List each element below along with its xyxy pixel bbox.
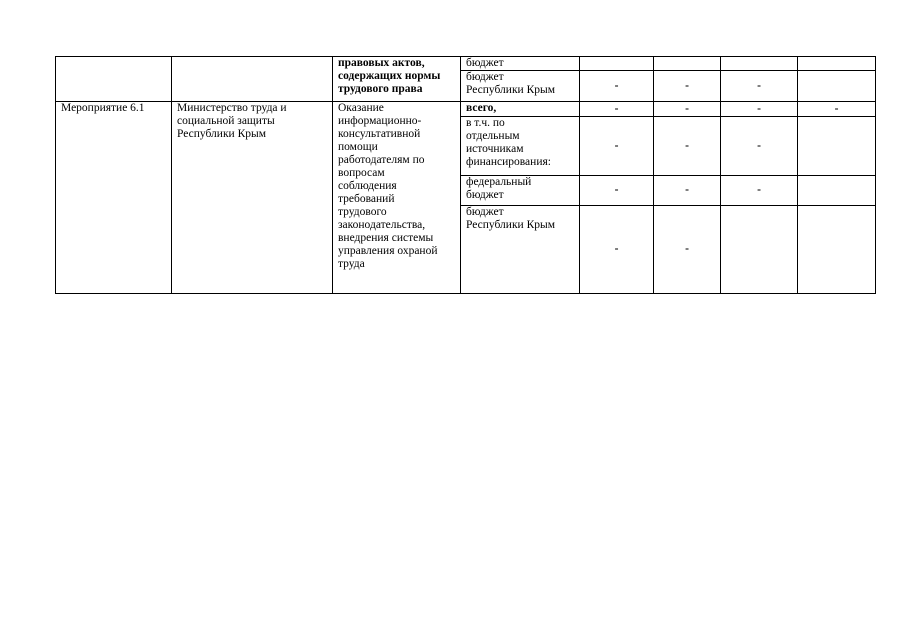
value-cell [654, 57, 721, 71]
empty-executor-cell [172, 57, 333, 102]
value-cell: - [580, 117, 654, 176]
funding-source-cell: бюджет Республики Крым [461, 206, 580, 294]
value-cell: - [721, 71, 798, 102]
funding-source-cell: бюджет Республики Крым [461, 71, 580, 102]
value-cell [798, 57, 876, 71]
value-cell [580, 57, 654, 71]
value-cell: - [721, 102, 798, 117]
value-cell [798, 71, 876, 102]
funding-source-cell: бюджет [461, 57, 580, 71]
value-cell: - [580, 71, 654, 102]
value-cell [721, 57, 798, 71]
value-cell: - [654, 176, 721, 206]
funding-source-total: всего, [461, 102, 580, 117]
value-cell: - [654, 117, 721, 176]
value-cell: - [798, 102, 876, 117]
value-cell: - [721, 117, 798, 176]
measure-executor: Министерство труда и социальной защиты Республики Крым [172, 102, 333, 294]
value-cell [798, 117, 876, 176]
value-cell: - [580, 102, 654, 117]
funding-table [55, 56, 876, 294]
empty-measure-cell [56, 57, 172, 102]
value-cell: - [654, 102, 721, 117]
value-cell: - [580, 176, 654, 206]
funding-source-cell: федеральный бюджет [461, 176, 580, 206]
value-cell [798, 176, 876, 206]
measure-description: Оказание информационно- консультативной помощи работодателям по вопросам соблюдения требований трудового законодательства, внедрения системы управления охраной труда [333, 102, 461, 294]
value-cell [721, 206, 798, 294]
value-cell: - [654, 71, 721, 102]
funding-source-cell: в т.ч. по отдельным источникам финансирования: [461, 117, 580, 176]
value-cell: - [654, 206, 721, 294]
action-title-continued: правовых актов, содержащих нормы трудового права [333, 57, 461, 102]
value-cell: - [721, 176, 798, 206]
value-cell: - [580, 206, 654, 294]
measure-label: Мероприятие 6.1 [56, 102, 172, 294]
value-cell [798, 206, 876, 294]
